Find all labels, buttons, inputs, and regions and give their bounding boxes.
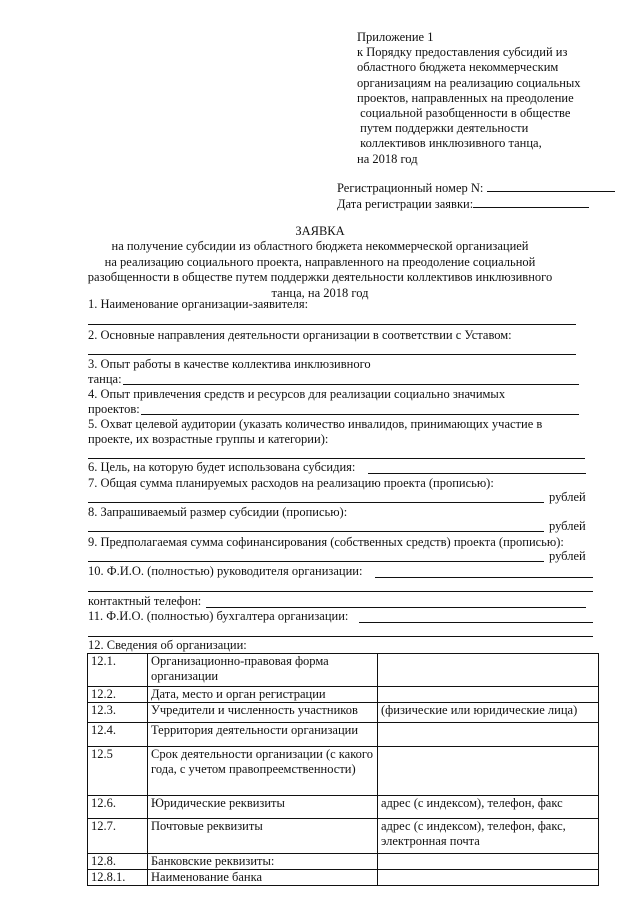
field-9-label: 9. Предполагаемая сумма софинансирования (собственных средств) проекта (прописью):: [88, 535, 564, 549]
table-row: [88, 654, 599, 687]
table-row: [88, 819, 599, 854]
field-5-input[interactable]: [88, 458, 585, 459]
field-5-label: 5. Охват целевой аудитории (указать количество инвалидов, принимающих участие в: [88, 417, 543, 431]
row-number: 12.6.: [88, 796, 148, 819]
row-value[interactable]: [378, 869, 599, 885]
table-row: [88, 703, 599, 723]
field-4-input[interactable]: [141, 414, 579, 415]
row-number: 12.8.1.: [88, 869, 148, 885]
field-6-input[interactable]: [368, 473, 586, 474]
field-8-input[interactable]: [88, 531, 544, 532]
table-row: [88, 723, 599, 747]
row-number: 12.4.: [88, 723, 148, 747]
appendix-line: проектов, направленных на преодоление: [357, 90, 574, 105]
appendix-line: на 2018 год: [357, 151, 418, 166]
registration-number-label: Регистрационный номер N:: [337, 181, 487, 195]
row-name: Юридические реквизиты: [148, 796, 378, 819]
appendix-line: путем поддержки деятельности: [357, 121, 529, 136]
row-number: 12.8.: [88, 854, 148, 870]
row-name: Срок деятельности организации (с какого года, с учетом правопреемственности): [148, 747, 378, 796]
row-number: 12.2.: [88, 687, 148, 703]
appendix-line: социальной разобщенности в обществе: [357, 106, 571, 121]
registration-number: [337, 180, 615, 196]
field-7-label: 7. Общая сумма планируемых расходов на реализацию проекта (прописью):: [88, 476, 494, 490]
appendix-note: [357, 30, 581, 167]
row-value[interactable]: [378, 723, 599, 747]
row-number: 12.7.: [88, 819, 148, 854]
field-9-input[interactable]: [88, 561, 544, 562]
field-1-label: 1. Наименование организации-заявителя:: [88, 297, 309, 311]
field-11-input[interactable]: [359, 622, 593, 623]
subtitle-line: танца, на 2018 год: [271, 285, 369, 300]
row-name: Почтовые реквизиты: [148, 819, 378, 854]
row-name: Организационно-правовая форма организации: [148, 654, 378, 687]
row-value[interactable]: [378, 747, 599, 796]
field-2-input[interactable]: [88, 354, 576, 355]
field-10-input[interactable]: [375, 577, 593, 578]
field-3-label-cont: танца:: [88, 372, 122, 386]
field-11-input-cont[interactable]: [88, 636, 593, 637]
field-4-label-cont: проектов:: [88, 402, 140, 416]
field-10-label: 10. Ф.И.О. (полностью) руководителя организации:: [88, 564, 363, 578]
table-row: [88, 796, 599, 819]
contact-phone-label: контактный телефон:: [88, 594, 202, 608]
row-number: 12.1.: [88, 654, 148, 687]
subtitle-line: на реализацию социального проекта, направленного на преодоление социальной: [104, 254, 536, 269]
row-value[interactable]: адрес (с индексом), телефон, факс: [378, 796, 599, 819]
row-value[interactable]: [378, 687, 599, 703]
row-value[interactable]: [378, 654, 599, 687]
table-row: [88, 869, 599, 885]
field-8-currency: рублей: [549, 519, 586, 533]
appendix-line: Приложение 1: [357, 30, 434, 44]
field-2-label: 2. Основные направления деятельности организации в соответствии с Уставом:: [88, 328, 512, 342]
appendix-line: к Порядку предоставления субсидий из: [357, 45, 568, 60]
row-name: Банковские реквизиты:: [148, 854, 378, 870]
registration-number-field[interactable]: [487, 180, 615, 192]
field-10-input-cont[interactable]: [88, 591, 593, 592]
row-name: Территория деятельности организации: [148, 723, 378, 747]
document-subtitle: [0, 239, 640, 301]
row-value[interactable]: (физические или юридические лица): [378, 703, 599, 723]
field-11-label: 11. Ф.И.О. (полностью) бухгалтера организации:: [88, 609, 349, 623]
row-number: 12.5: [88, 747, 148, 796]
field-1-input[interactable]: [88, 324, 576, 325]
row-name: Учредители и численность участников: [148, 703, 378, 723]
field-9-currency: рублей: [549, 549, 586, 563]
document-heading: ЗАЯВКА: [295, 224, 345, 238]
row-value[interactable]: адрес (с индексом), телефон, факс, электронная почта: [378, 819, 599, 854]
contact-phone-input[interactable]: [206, 607, 586, 608]
field-6-label: 6. Цель, на которую будет использована субсидия:: [88, 460, 356, 474]
table-row: [88, 747, 599, 796]
row-name: Дата, место и орган регистрации: [148, 687, 378, 703]
field-3-input[interactable]: [123, 384, 579, 385]
registration-date-field[interactable]: [473, 196, 589, 208]
subtitle-line: на получение субсидии из областного бюджета некоммерческой организацией: [111, 239, 529, 253]
field-12-label: 12. Сведения об организации:: [88, 638, 247, 652]
appendix-line: областного бюджета некоммерческим: [357, 60, 559, 75]
row-number: 12.3.: [88, 703, 148, 723]
field-5-label-cont: проекте, их возрастные группы и категории):: [88, 432, 329, 446]
registration-date-label: Дата регистрации заявки:: [337, 197, 474, 211]
appendix-line: организациям на реализацию социальных: [357, 75, 581, 90]
registration-date: [337, 196, 589, 212]
field-4-label: 4. Опыт привлечения средств и ресурсов для реализации социально значимых: [88, 387, 506, 401]
table-row: [88, 854, 599, 870]
field-8-label: 8. Запрашиваемый размер субсидии (прописью):: [88, 505, 348, 519]
appendix-line: коллективов инклюзивного танца,: [357, 136, 542, 151]
row-value[interactable]: [378, 854, 599, 870]
subtitle-line: разобщенности в обществе путем поддержки деятельности коллективов инклюзивного: [87, 270, 553, 284]
row-name: Наименование банка: [148, 869, 378, 885]
field-7-input[interactable]: [88, 502, 544, 503]
field-7-currency: рублей: [549, 490, 586, 504]
field-3-label: 3. Опыт работы в качестве коллектива инклюзивного: [88, 357, 371, 371]
table-row: [88, 687, 599, 703]
organization-table: [87, 653, 599, 886]
